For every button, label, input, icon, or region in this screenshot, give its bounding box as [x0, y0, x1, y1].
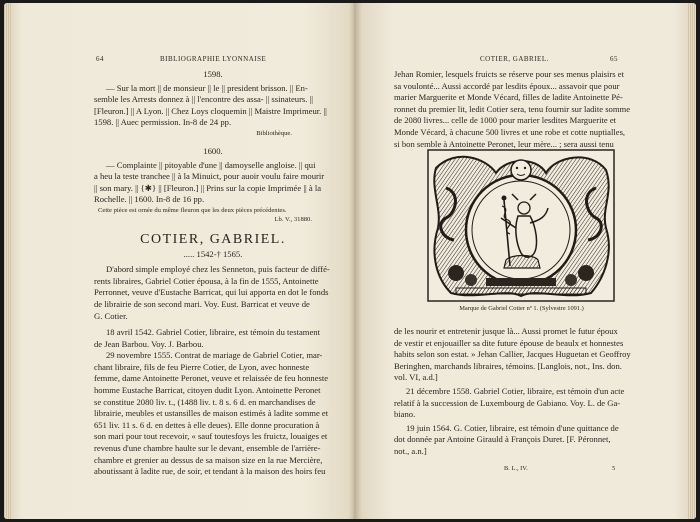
text-line: habits selon son estat. » Jehan Callier, Jacques Huguetan et Geoffroy: [394, 349, 631, 360]
bio-line: G. Cotier.: [94, 310, 128, 321]
para-line: dot donnée par Antoine Girauld à François Duret. [F. Péronnet,: [394, 434, 611, 445]
page-edge: [4, 3, 12, 519]
para-line: 19 juin 1564. G. Cotier, libraire, est témoin d'une quittance de: [406, 422, 619, 433]
entry-year: 1598.: [203, 69, 223, 79]
para-line: biano.: [394, 409, 416, 420]
right-top-text: [394, 69, 644, 150]
footer-number: 5: [612, 465, 616, 472]
right-bottom-text: [394, 326, 644, 458]
text-line: Jehan Romier, lesquels fruicts se réserve pour ses menus plaisirs et: [394, 69, 624, 79]
section-heading: COTIER, GABRIEL.: [140, 231, 286, 247]
entry-line: a heu la teste tranchee || à la Minuict, pour auoir voulu faire mourir: [94, 171, 325, 182]
para-line: 29 novembre 1555. Contrat de mariage de Gabriel Cotier, mar-: [106, 350, 323, 361]
text-line: ronnet du premier lit, ledit Cotier sera, tenu fournir sur ladite somme: [394, 103, 631, 114]
text-line: de 2080 livres... celle de 1000 pour marier lesdites Marguerite et: [394, 115, 617, 126]
entry-note: Cette pièce est ornée du même fleuron que les deux pièces précédentes.: [98, 206, 287, 214]
para-line: femme, dame Antoinette Peronet, veuve et relaissée de feu honneste: [94, 373, 329, 384]
para-line: se constitue 2080 liv. t., (1488 liv. t. 8 s. 6 d. en marchandises de: [94, 396, 316, 407]
entry-source: Lb. V., 31880.: [274, 215, 312, 223]
bio-line: D'abord simple employé chez les Senneton, puis facteur de diffé-: [106, 264, 330, 275]
entry-line: — Sur la mort || de monsieur || le || president brisson. || En-: [106, 82, 308, 93]
bio-line: rents libraires, Gabriel Cotier épousa, à la fin de 1555, Antoinette: [94, 275, 319, 286]
left-page: [4, 3, 354, 519]
para-line: de Jean Barbou. Voy. J. Barbou.: [94, 338, 204, 349]
para-line: relatif à la succession de Luxembourg de Gabiano. Voy. L. de Ga-: [394, 397, 621, 408]
para-line: homme Eustache Barricat, citoyen dudit Lyon. Antoinette Peronet: [94, 385, 321, 396]
book-spread: [4, 3, 696, 519]
right-page: [354, 3, 696, 519]
entry-line: — Complainte || pitoyable d'une || damoyselle angloise. || qui: [106, 159, 316, 170]
entry-line: Rochelle. || 1600. In-8 de 16 pp.: [94, 194, 205, 205]
para-line: librairie, meubles et ustansilles de maison estimés à ladite somme et: [94, 408, 329, 419]
para-line: revenus d'une chambre haulte sur le devant, ensemble de l'arrière-: [94, 443, 321, 454]
printer-mark-engraving: [426, 148, 616, 303]
entry-source: Bibliothèque.: [256, 129, 292, 137]
page-number: 65: [610, 55, 618, 63]
running-head: BIBLIOGRAPHIE LYONNAISE: [160, 55, 267, 63]
para-line: chambre et grenier au dessus de sa maison size en la rue Mercière,: [94, 454, 323, 465]
text-line: si bon semble à Antoinette Peronet, leur mère... ; sera aussi tenu: [394, 138, 614, 149]
page-number: 64: [96, 55, 104, 63]
text-line: marier Marguerite et Monde Vécard, filles de ladite Antoinette Pé-: [394, 92, 623, 103]
para-line: aboutissant à ladite rue, de soir, et tendant à la maison des hoirs feu: [94, 466, 326, 477]
text-line: de vestir et enjouailler sa dite future épouse de beaulx et honnestes: [394, 337, 624, 348]
para-line: chant libraire, fils de feu Pierre Cotier, de Lyon, avec honneste: [94, 361, 310, 372]
para-line: 651 liv. 11 s. 6 d. en dettes à elle deues). Elle donne procuration à: [94, 419, 320, 430]
para-line: not., a.n.]: [394, 445, 427, 456]
text-line: Beringhen, marchands libraires, témoins. [Langlois, not., Ins. don.: [394, 360, 622, 371]
section-dates: ..... 1542-† 1565.: [183, 248, 243, 259]
running-head: COTIER, GABRIEL.: [480, 55, 549, 63]
entry-line: 1598. || Auec permission. In-8 de 24 pp.: [94, 117, 232, 128]
bio-line: Perronnet, veuve d'Eustache Barricat, qui lui apporta en dot le fonds: [94, 287, 329, 298]
text-line: de les nourir et entretenir jusque là... Aussi promet le futur époux: [394, 326, 618, 336]
para-line: 21 décembre 1558. Gabriel Cotier, libraire, est témoin d'un acte: [406, 385, 625, 396]
footer-signature: B. L., IV.: [504, 465, 528, 472]
para-line: son mari pour tout recevoir, « sauf toutesfoys les fruictz, louaiges et: [94, 431, 328, 442]
entry-line: || son mary. || {✱} || [Fleuron.] || Prins sur la copie Imprimée || à la: [94, 182, 322, 193]
entry-line: [Fleuron.] || A Lyon. || Chez Loys cloquemin || Maistre Imprimeur. ||: [94, 105, 327, 116]
entry-year: 1600.: [203, 145, 223, 156]
text-line: vol. VI, a.d.]: [394, 372, 438, 383]
text-line: sa voulonté... Aussi accordé par lesdits époux... assavoir que pour: [394, 80, 620, 91]
bio-line: de librairie de son second mari. Voy. Eust. Barricat et veuve de: [94, 298, 310, 309]
left-text-column: [94, 69, 332, 478]
engraving-caption: Marque de Gabriel Cotier nº 1. (Sylvestre 1091.): [459, 305, 584, 312]
text-line: Monde Vécard, à chacune 500 livres et une robe et cotte nuptialles,: [394, 126, 626, 137]
para-line: 18 avril 1542. Gabriel Cotier, libraire, est témoin du testament: [106, 327, 320, 338]
page-edge: [688, 3, 696, 519]
entry-line: semble les Arrests donnez à || l'encontre des assa- || ssinateurs. ||: [94, 94, 314, 105]
